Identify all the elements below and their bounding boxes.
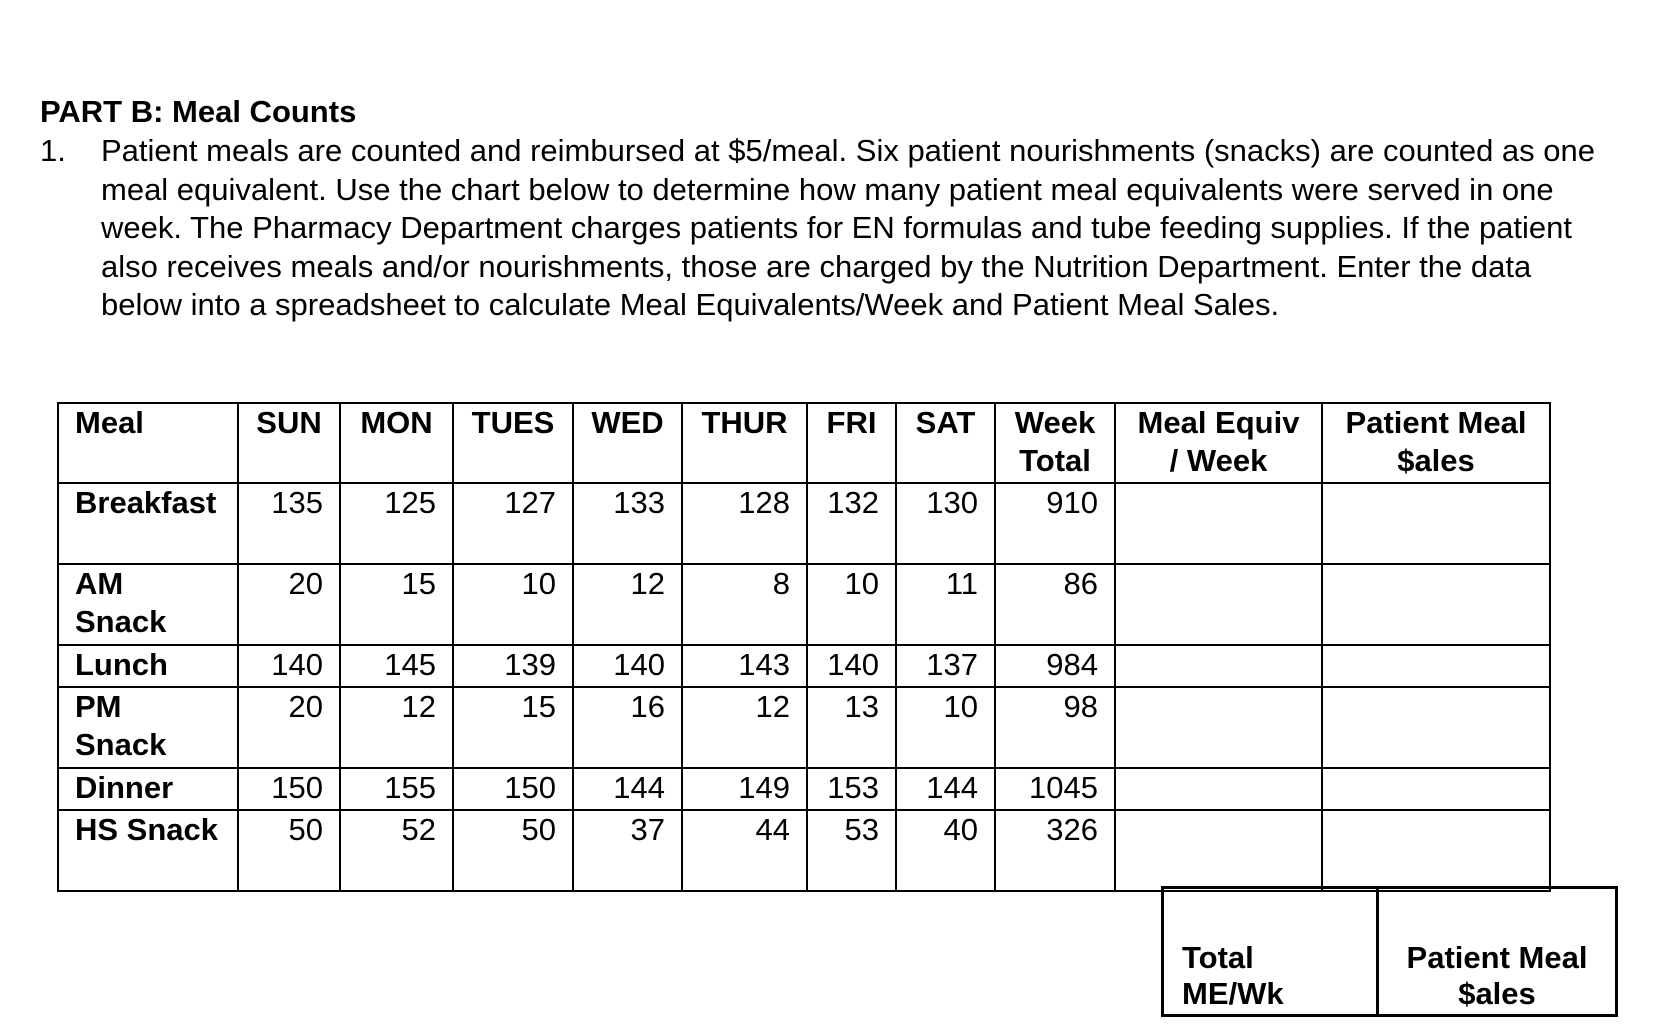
cell-sat: 137 bbox=[896, 645, 995, 687]
cell-mon: 52 bbox=[340, 810, 453, 891]
header-sat: SAT bbox=[896, 403, 995, 483]
cell-tues: 127 bbox=[453, 483, 573, 564]
cell-tues: 139 bbox=[453, 645, 573, 687]
cell-wed: 37 bbox=[573, 810, 682, 891]
table-row-lunch bbox=[58, 645, 1550, 687]
cell-week-total: 98 bbox=[995, 687, 1115, 768]
cell-thur: 149 bbox=[682, 768, 807, 810]
table-row-dinner bbox=[58, 768, 1550, 810]
cell-week-total: 86 bbox=[995, 564, 1115, 645]
cell-sun: 20 bbox=[238, 687, 340, 768]
cell-thur: 44 bbox=[682, 810, 807, 891]
question-number: 1. bbox=[40, 133, 66, 168]
cell-meal-equiv bbox=[1115, 768, 1322, 810]
table-row-breakfast bbox=[58, 483, 1550, 564]
cell-wed: 133 bbox=[573, 483, 682, 564]
cell-sun: 20 bbox=[238, 564, 340, 645]
cell-patient-meal-sales bbox=[1322, 645, 1550, 687]
cell-fri: 53 bbox=[807, 810, 896, 891]
header-meal: Meal bbox=[58, 403, 238, 483]
cell-tues: 10 bbox=[453, 564, 573, 645]
cell-week-total: 1045 bbox=[995, 768, 1115, 810]
cell-tues: 150 bbox=[453, 768, 573, 810]
row-label: Lunch bbox=[58, 645, 238, 687]
cell-fri: 140 bbox=[807, 645, 896, 687]
cell-patient-meal-sales bbox=[1322, 564, 1550, 645]
totals-row bbox=[1163, 888, 1617, 1016]
header-tues: TUES bbox=[453, 403, 573, 483]
cell-week-total: 326 bbox=[995, 810, 1115, 891]
cell-fri: 153 bbox=[807, 768, 896, 810]
cell-mon: 15 bbox=[340, 564, 453, 645]
table-row-hs-snack bbox=[58, 810, 1550, 891]
row-label: AM Snack bbox=[58, 564, 238, 645]
cell-meal-equiv bbox=[1115, 564, 1322, 645]
cell-sat: 144 bbox=[896, 768, 995, 810]
cell-thur: 143 bbox=[682, 645, 807, 687]
cell-sun: 50 bbox=[238, 810, 340, 891]
cell-tues: 50 bbox=[453, 810, 573, 891]
cell-wed: 12 bbox=[573, 564, 682, 645]
cell-patient-meal-sales bbox=[1322, 687, 1550, 768]
cell-meal-equiv bbox=[1115, 810, 1322, 891]
cell-sun: 135 bbox=[238, 483, 340, 564]
row-label: HS Snack bbox=[58, 810, 238, 891]
cell-thur: 128 bbox=[682, 483, 807, 564]
cell-patient-meal-sales bbox=[1322, 810, 1550, 891]
cell-patient-meal-sales bbox=[1322, 483, 1550, 564]
row-label: Dinner bbox=[58, 768, 238, 810]
meal-counts-table bbox=[57, 402, 1551, 892]
cell-sat: 40 bbox=[896, 810, 995, 891]
cell-meal-equiv bbox=[1115, 483, 1322, 564]
table-header-row bbox=[58, 403, 1550, 483]
header-fri: FRI bbox=[807, 403, 896, 483]
cell-sat: 130 bbox=[896, 483, 995, 564]
cell-sat: 10 bbox=[896, 687, 995, 768]
cell-week-total: 910 bbox=[995, 483, 1115, 564]
question-text: Patient meals are counted and reimbursed at $5/meal. Six patient nourishments (snacks) are counted as one meal equivalent. Use the chart below to determine how many patient meal equivalents were served in one week. The Pharmacy Department charges patients for EN formulas and tube feeding supplies. If the patient also receives meals and/or nourishments, those are charged by the Nutrition Department. Enter the data below into a spreadsheet to calculate Meal Equivalents/Week and Patient Meal Sales. bbox=[101, 133, 1595, 322]
total-me-wk-label: Total ME/Wk bbox=[1163, 888, 1378, 1016]
row-label: PM Snack bbox=[58, 687, 238, 768]
cell-wed: 16 bbox=[573, 687, 682, 768]
cell-thur: 12 bbox=[682, 687, 807, 768]
cell-sun: 140 bbox=[238, 645, 340, 687]
section-heading: PART B: Meal Counts bbox=[40, 94, 357, 129]
cell-wed: 144 bbox=[573, 768, 682, 810]
cell-meal-equiv bbox=[1115, 645, 1322, 687]
header-meal-equiv: Meal Equiv / Week bbox=[1115, 403, 1322, 483]
question-1 bbox=[40, 132, 1620, 325]
cell-tues: 15 bbox=[453, 687, 573, 768]
cell-fri: 132 bbox=[807, 483, 896, 564]
cell-sat: 11 bbox=[896, 564, 995, 645]
total-patient-meal-sales-label: Patient Meal $ales bbox=[1378, 888, 1617, 1016]
cell-patient-meal-sales bbox=[1322, 768, 1550, 810]
cell-mon: 155 bbox=[340, 768, 453, 810]
cell-fri: 10 bbox=[807, 564, 896, 645]
header-mon: MON bbox=[340, 403, 453, 483]
table-row-pm-snack bbox=[58, 687, 1550, 768]
row-label: Breakfast bbox=[58, 483, 238, 564]
cell-week-total: 984 bbox=[995, 645, 1115, 687]
cell-mon: 125 bbox=[340, 483, 453, 564]
cell-mon: 145 bbox=[340, 645, 453, 687]
cell-fri: 13 bbox=[807, 687, 896, 768]
header-week-total: Week Total bbox=[995, 403, 1115, 483]
header-patient-meal-sales: Patient Meal $ales bbox=[1322, 403, 1550, 483]
header-thur: THUR bbox=[682, 403, 807, 483]
table-row-am-snack bbox=[58, 564, 1550, 645]
header-wed: WED bbox=[573, 403, 682, 483]
cell-sun: 150 bbox=[238, 768, 340, 810]
totals-table bbox=[1161, 886, 1618, 1017]
cell-meal-equiv bbox=[1115, 687, 1322, 768]
cell-mon: 12 bbox=[340, 687, 453, 768]
cell-thur: 8 bbox=[682, 564, 807, 645]
cell-wed: 140 bbox=[573, 645, 682, 687]
header-sun: SUN bbox=[238, 403, 340, 483]
